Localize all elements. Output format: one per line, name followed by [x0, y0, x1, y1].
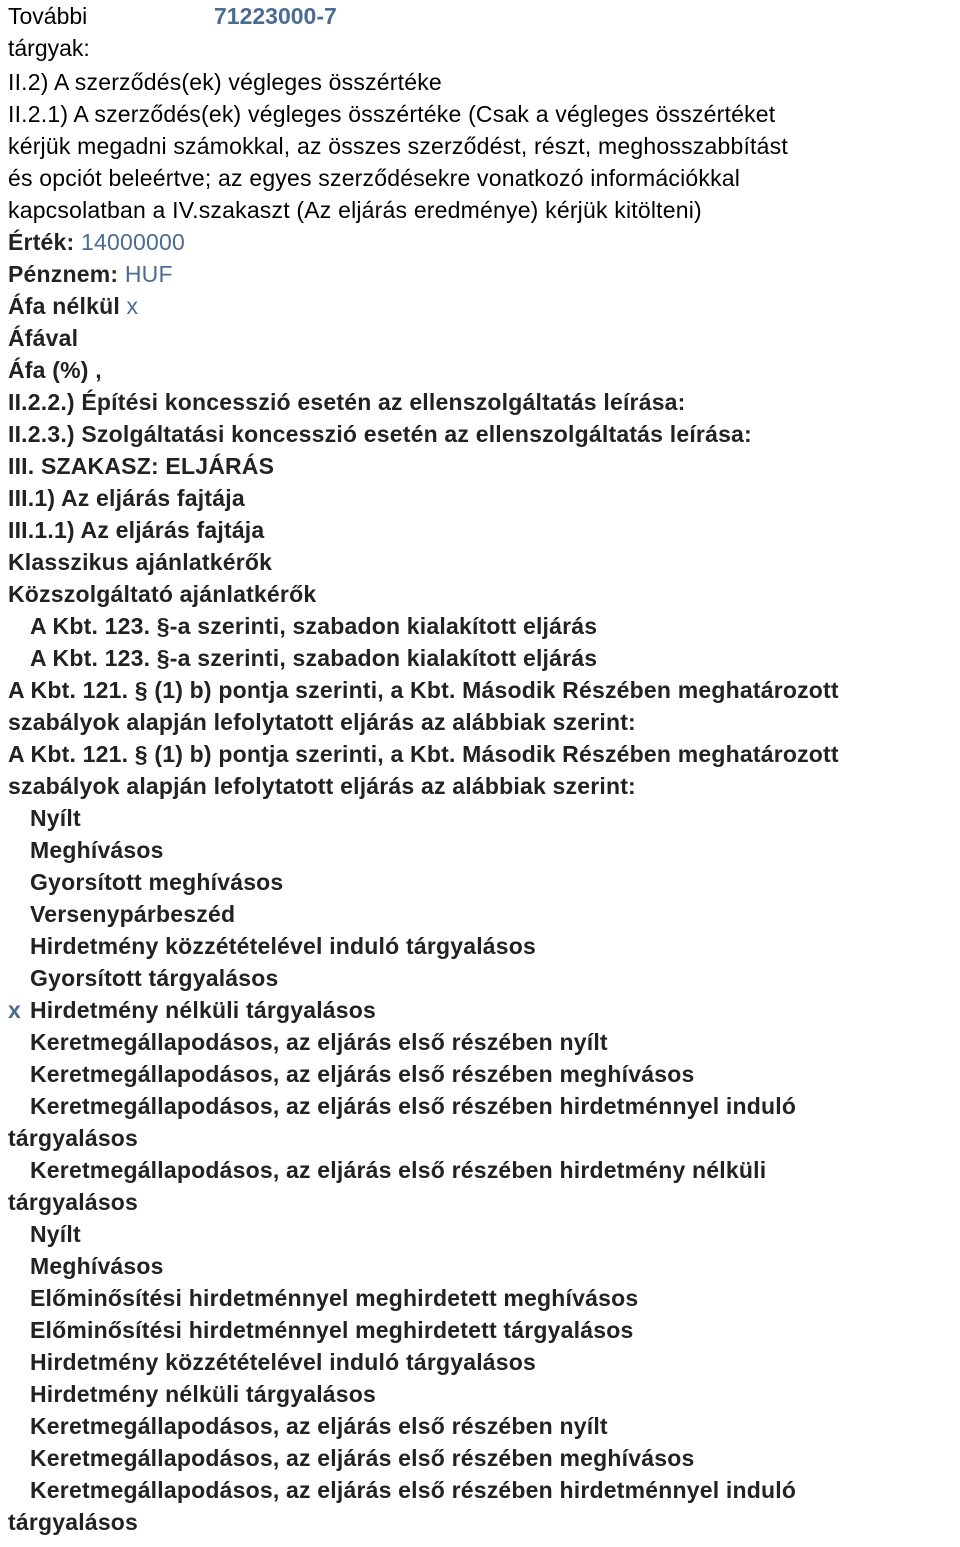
procedure-option: [8, 930, 952, 962]
procedure-option: [8, 1410, 952, 1442]
option-label: Meghívásos: [30, 1253, 164, 1279]
procedure-option: [8, 834, 952, 866]
afa-nelkul-row: [8, 290, 952, 322]
option-label: Hirdetmény közzétételével induló tárgyalásos: [30, 933, 537, 959]
section-ii21-line-3: és opciót beleértve; az egyes szerződésekre vonatkozó információkkal: [8, 165, 741, 191]
option-label: Hirdetmény nélküli tárgyalásos: [30, 997, 377, 1023]
option-label: Versenypárbeszéd: [30, 901, 236, 927]
procedure-option: [8, 1058, 952, 1090]
procedure-option: [8, 1218, 952, 1250]
option-label: Keretmegállapodásos, az eljárás első részében nyílt: [30, 1029, 608, 1055]
ertek-label: Érték:: [8, 229, 75, 255]
header-row: [8, 0, 952, 66]
option-label: Előminősítési hirdetménnyel meghirdetett tárgyalásos: [30, 1317, 634, 1343]
kbt121-a-line-2: szabályok alapján lefolytatott eljárás az alábbiak szerint:: [8, 709, 636, 735]
afa-pct-label: Áfa (%) ,: [8, 357, 102, 383]
klasszikus-ajanlatkerok: Klasszikus ajánlatkérők: [8, 549, 273, 575]
procedure-option: [8, 1314, 952, 1346]
kbt123-option-a: A Kbt. 123. §-a szerinti, szabadon kialakított eljárás: [30, 613, 598, 639]
kozszolgaltato-ajanlatkerok: Közszolgáltató ajánlatkérők: [8, 581, 317, 607]
section-ii21-line-4: kapcsolatban a IV.szakaszt (Az eljárás eredménye) kérjük kitölteni): [8, 197, 702, 223]
section-iii11: III.1.1) Az eljárás fajtája: [8, 517, 265, 543]
option-label: Előminősítési hirdetménnyel meghirdetett meghívásos: [30, 1285, 639, 1311]
option-label: Nyílt: [30, 805, 81, 831]
procedure-option-wrapped-line-2: tárgyalásos: [8, 1189, 139, 1215]
option-label: Keretmegállapodásos, az eljárás első részében meghívásos: [30, 1445, 695, 1471]
procedure-option: [8, 962, 952, 994]
option-label: Hirdetmény közzétételével induló tárgyalásos: [30, 1349, 537, 1375]
option-label: Hirdetmény nélküli tárgyalásos: [30, 1381, 377, 1407]
procedure-option-wrapped-line-1: Keretmegállapodásos, az eljárás első részében hirdetménnyel induló: [30, 1477, 797, 1503]
tovabbi-targyak-value: 71223000-7: [214, 3, 337, 29]
option-mark-x: x: [8, 997, 21, 1023]
section-iii-title: III. SZAKASZ: ELJÁRÁS: [8, 453, 275, 479]
procedure-option: [8, 866, 952, 898]
section-ii23: II.2.3.) Szolgáltatási koncesszió esetén az ellenszolgáltatás leírása:: [8, 421, 752, 447]
section-ii21-line-2: kérjük megadni számokkal, az összes szerződést, részt, meghosszabbítást: [8, 133, 788, 159]
penznem-label: Pénznem:: [8, 261, 119, 287]
penznem-value: HUF: [124, 261, 173, 287]
procedure-option: [8, 1282, 952, 1314]
option-label: Keretmegállapodásos, az eljárás első részében meghívásos: [30, 1061, 695, 1087]
procedure-option: [8, 1378, 952, 1410]
procedure-option: [8, 1250, 952, 1282]
section-ii21-line-1: II.2.1) A szerződés(ek) végleges összértéke (Csak a végleges összértéket: [8, 101, 776, 127]
procedure-option: [8, 1442, 952, 1474]
option-label: Gyorsított tárgyalásos: [30, 965, 279, 991]
procedure-option-wrapped-line-2: tárgyalásos: [8, 1125, 139, 1151]
section-ii2-title: II.2) A szerződés(ek) végleges összértéke: [8, 69, 442, 95]
kbt123-option-b: A Kbt. 123. §-a szerinti, szabadon kialakított eljárás: [30, 645, 598, 671]
procedure-option-wrapped-line-1: Keretmegállapodásos, az eljárás első részében hirdetmény nélküli: [30, 1157, 767, 1183]
kbt121-a-line-1: A Kbt. 121. § (1) b) pontja szerinti, a Kbt. Második Részében meghatározott: [8, 677, 839, 703]
kbt121-b-line-1: A Kbt. 121. § (1) b) pontja szerinti, a Kbt. Második Részében meghatározott: [8, 741, 839, 767]
procedure-option-selected: [8, 994, 952, 1026]
procedure-option: [8, 898, 952, 930]
tovabbi-targyak-label: További tárgyak:: [8, 3, 90, 61]
procedure-option-wrapped-line-1: Keretmegállapodásos, az eljárás első részében hirdetménnyel induló: [30, 1093, 797, 1119]
procedure-option-wrapped-line-2: tárgyalásos: [8, 1509, 139, 1535]
procedure-options-a: [8, 802, 952, 1218]
afa-nelkul-mark: x: [126, 293, 139, 319]
document-page: [8, 0, 952, 1538]
section-iii1: III.1) Az eljárás fajtája: [8, 485, 245, 511]
procedure-option: [8, 1346, 952, 1378]
ertek-value: 14000000: [81, 229, 185, 255]
option-label: Keretmegállapodásos, az eljárás első részében nyílt: [30, 1413, 608, 1439]
ertek-row: [8, 226, 952, 258]
option-label: Meghívásos: [30, 837, 164, 863]
afaval-label: Áfával: [8, 325, 79, 351]
kbt121-b-line-2: szabályok alapján lefolytatott eljárás az alábbiak szerint:: [8, 773, 636, 799]
penznem-row: [8, 258, 952, 290]
procedure-options-b: [8, 1218, 952, 1538]
section-ii22: II.2.2.) Építési koncesszió esetén az ellenszolgáltatás leírása:: [8, 389, 686, 415]
procedure-option: [8, 802, 952, 834]
procedure-option: [8, 1026, 952, 1058]
afa-nelkul-label: Áfa nélkül: [8, 293, 120, 319]
option-label: Nyílt: [30, 1221, 81, 1247]
option-label: Gyorsított meghívásos: [30, 869, 284, 895]
